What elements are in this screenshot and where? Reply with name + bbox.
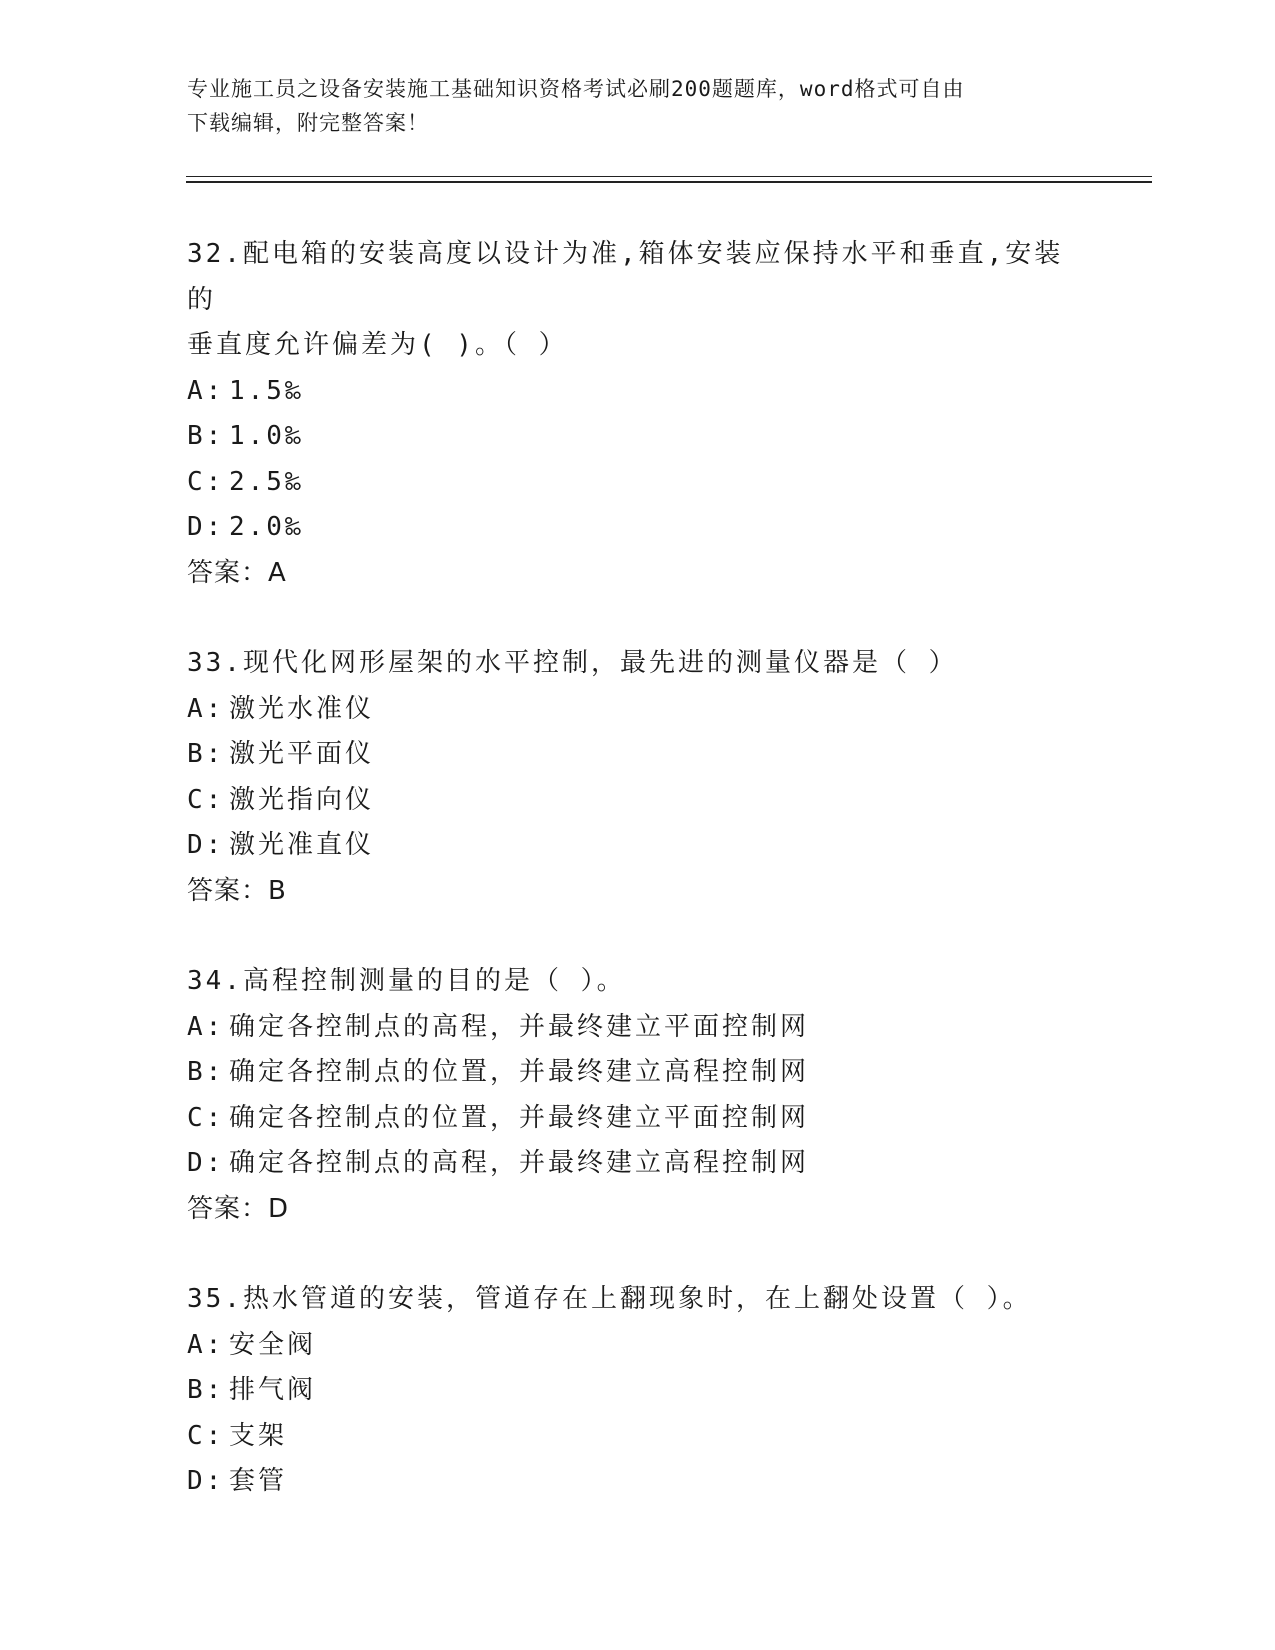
question-33 [187,641,1087,914]
header-line-1: 专业施工员之设备安装施工基础知识资格考试必刷200题题库，word格式可自由 [187,77,965,101]
option-c [187,460,1087,506]
option-text: 1.0‰ [229,421,304,451]
header-divider-top [186,176,1152,177]
option-text: 2.0‰ [229,512,304,542]
option-letter: C: [187,1102,225,1133]
header-divider-bottom [186,181,1152,183]
option-b [187,414,1087,460]
answer-line: 答案：B [187,875,287,906]
question-stem: 32.配电箱的安装高度以设计为准,箱体安装应保持水平和垂直,安装的 [187,239,1064,315]
answer-line: 答案：D [187,1193,290,1224]
option-letter: A: [187,1329,225,1360]
option-text: 确定各控制点的高程，并最终建立高程控制网 [229,1148,810,1178]
document-header [187,72,1067,140]
option-text: 确定各控制点的位置，并最终建立高程控制网 [229,1057,810,1087]
option-text: 确定各控制点的高程，并最终建立平面控制网 [229,1011,810,1042]
option-letter: D: [187,830,225,860]
option-letter: B: [187,1057,225,1087]
option-letter: B: [187,421,225,451]
option-text: 支架 [229,1420,288,1451]
option-letter: B: [187,739,225,769]
option-text: 激光水准仪 [229,693,375,724]
option-a [187,1005,1087,1051]
option-text: 激光平面仪 [229,739,375,769]
option-c [187,1414,1087,1460]
answer-line: 答案：A [187,557,287,588]
question-stem: 33.现代化网形屋架的水平控制，最先进的测量仪器是（ ） [187,648,958,678]
option-letter: D: [187,512,225,542]
question-35 [187,1277,1087,1505]
option-text: 套管 [229,1466,288,1496]
question-32 [187,232,1087,596]
option-text: 激光指向仪 [229,784,375,815]
option-letter: C: [187,466,225,497]
question-stem: 34.高程控制测量的目的是（ ）。 [187,966,626,996]
option-text: 1.5‰ [229,375,304,406]
header-line-2: 下载编辑，附完整答案！ [187,111,429,135]
option-letter: D: [187,1148,225,1178]
option-a [187,1323,1087,1369]
option-d [187,505,1087,551]
option-b [187,732,1087,778]
option-letter: A: [187,1011,225,1042]
option-letter: C: [187,1420,225,1451]
option-d [187,823,1087,869]
option-text: 确定各控制点的位置，并最终建立平面控制网 [229,1102,810,1133]
option-text: 排气阀 [229,1375,317,1405]
option-b [187,1368,1087,1414]
option-d [187,1459,1087,1505]
option-letter: B: [187,1375,225,1405]
question-34 [187,959,1087,1232]
option-letter: A: [187,375,225,406]
question-list [187,232,1087,1550]
option-a [187,687,1087,733]
question-stem-continued: 垂直度允许偏差为( )。（ ） [187,330,568,360]
option-letter: D: [187,1466,225,1496]
option-letter: A: [187,693,225,724]
option-text: 激光准直仪 [229,830,375,860]
question-stem: 35.热水管道的安装，管道存在上翻现象时，在上翻处设置（ ）。 [187,1284,1032,1314]
option-c [187,1096,1087,1142]
option-letter: C: [187,784,225,815]
option-c [187,778,1087,824]
option-a [187,369,1087,415]
option-text: 安全阀 [229,1329,317,1360]
option-b [187,1050,1087,1096]
option-text: 2.5‰ [229,466,304,497]
option-d [187,1141,1087,1187]
